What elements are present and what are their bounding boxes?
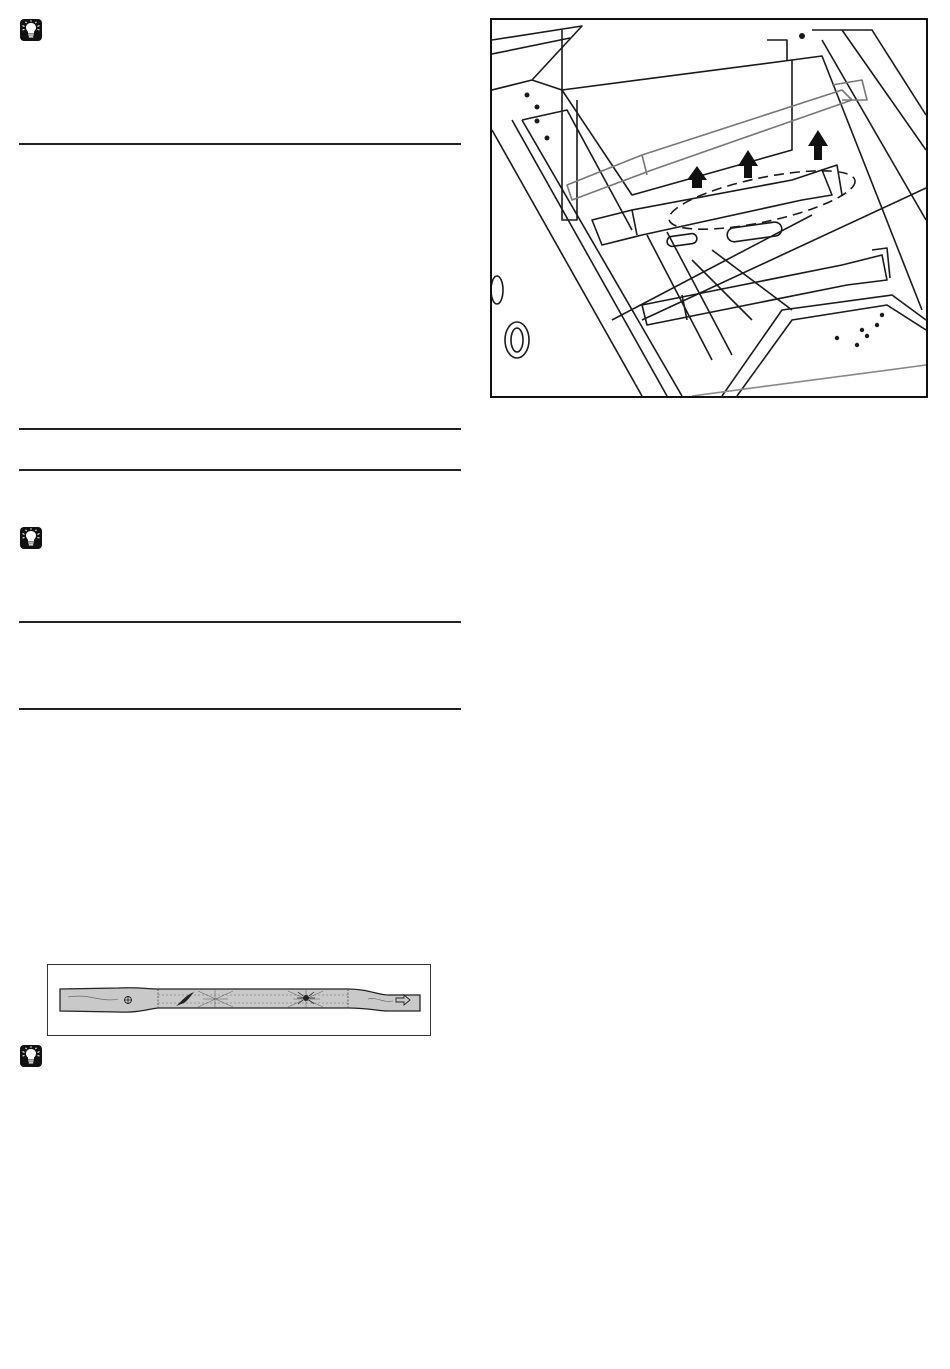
section-divider: [19, 428, 461, 430]
section-divider: [19, 143, 461, 145]
section-divider: [19, 469, 461, 471]
lightbulb-icon: [20, 527, 42, 549]
section-divider: [19, 708, 461, 710]
section-divider: [19, 621, 461, 623]
burner-tube-spider-guard-illustration: [47, 964, 431, 1036]
burner-tube-removal-illustration: [490, 18, 928, 398]
plus-circle-icon: [125, 997, 132, 1004]
lightbulb-icon: [20, 19, 42, 41]
lightbulb-icon: [20, 1045, 42, 1067]
